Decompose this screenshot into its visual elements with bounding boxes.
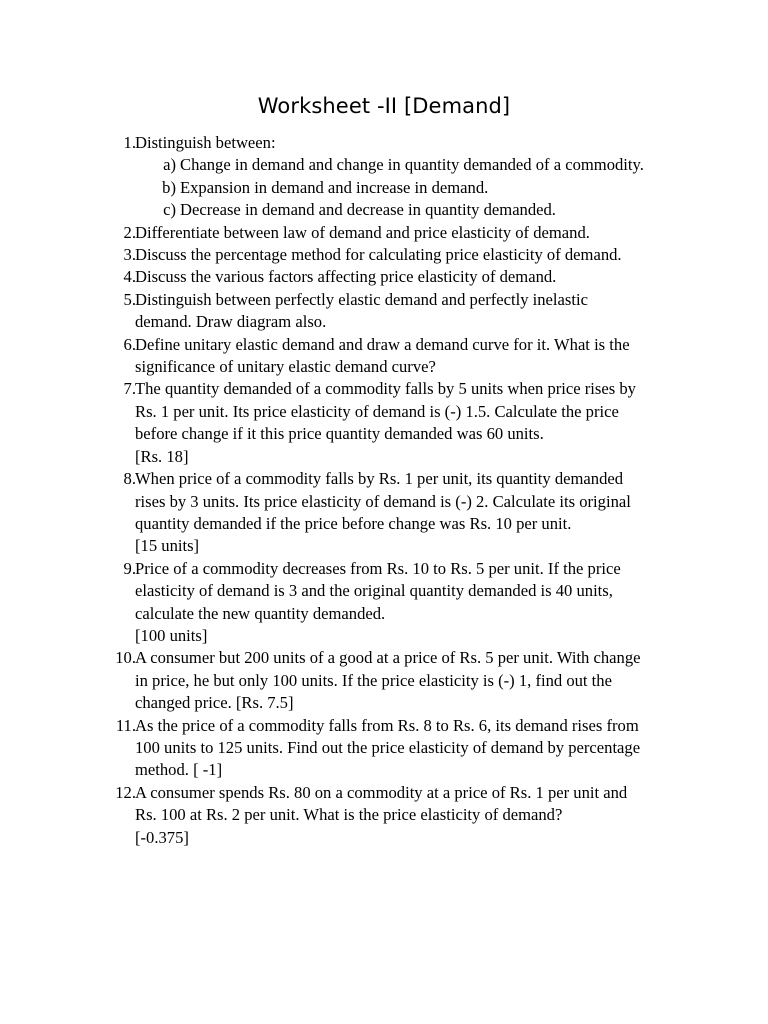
question-text-line: Rs. 100 at Rs. 2 per unit. What is the price elasticity of demand? <box>135 805 563 825</box>
question-text-line: Differentiate between law of demand and price elasticity of demand. <box>135 222 590 242</box>
sub-question-letter: c) <box>163 200 176 220</box>
sub-question-letter: a) <box>163 155 176 175</box>
question-item <box>100 715 700 782</box>
question-number: 9. <box>123 558 136 578</box>
question-number: 2. <box>123 222 136 242</box>
answer-key: [100 units] <box>135 625 208 645</box>
question-text-line: Price of a commodity decreases from Rs. 10 to Rs. 5 per unit. If the price <box>135 558 621 578</box>
question-item <box>100 647 700 714</box>
page-title: Worksheet -II [Demand] <box>257 94 511 118</box>
question-item <box>100 266 700 288</box>
question-text-line: Rs. 1 per unit. Its price elasticity of demand is (-) 1.5. Calculate the price <box>135 401 619 421</box>
question-item <box>100 378 700 468</box>
question-text-line: Discuss the percentage method for calculating price elasticity of demand. <box>135 245 622 265</box>
question-text-line: changed price. [Rs. 7.5] <box>135 693 294 713</box>
question-item <box>100 782 700 849</box>
question-text-line: demand. Draw diagram also. <box>135 312 327 332</box>
question-text-line: Discuss the various factors affecting price elasticity of demand. <box>135 267 557 287</box>
question-number: 6. <box>123 334 136 354</box>
question-text-line: calculate the new quantity demanded. <box>135 603 386 623</box>
question-item <box>100 132 700 154</box>
question-number: 11. <box>115 715 136 735</box>
question-number: 5. <box>123 289 136 309</box>
question-text-line: elasticity of demand is 3 and the original quantity demanded is 40 units, <box>135 581 613 601</box>
sub-question-item <box>100 154 700 176</box>
question-number: 10. <box>115 648 136 668</box>
answer-key: [Rs. 18] <box>135 446 189 466</box>
question-number: 1. <box>123 133 136 152</box>
sub-question-item <box>100 199 700 221</box>
question-text-line: rises by 3 units. Its price elasticity of demand is (-) 2. Calculate its original <box>135 491 631 511</box>
question-number: 12. <box>115 782 136 802</box>
answer-key: [-0.375] <box>135 827 189 847</box>
question-text-line: method. [ -1] <box>135 760 223 780</box>
question-text-line: 100 units to 125 units. Find out the price elasticity of demand by percentage <box>135 737 641 757</box>
question-item <box>100 334 700 379</box>
question-number: 7. <box>123 379 136 399</box>
question-item <box>100 468 700 558</box>
question-text-line: significance of unitary elastic demand curve? <box>135 357 436 377</box>
sub-question-text: Expansion in demand and increase in demand. <box>180 177 489 197</box>
question-text-line: A consumer spends Rs. 80 on a commodity at a price of Rs. 1 per unit and <box>135 782 628 802</box>
question-text-line: Distinguish between perfectly elastic demand and perfectly inelastic <box>135 289 588 309</box>
question-number: 8. <box>123 469 136 489</box>
question-text-line: before change if it this price quantity demanded was 60 units. <box>135 424 544 444</box>
answer-key: [15 units] <box>135 536 200 556</box>
question-text-line: in price, he but only 100 units. If the price elasticity is (-) 1, find out the <box>135 670 612 690</box>
question-text-line: When price of a commodity falls by Rs. 1 per unit, its quantity demanded <box>135 469 624 489</box>
sub-question-item <box>100 177 700 199</box>
question-text-line: A consumer but 200 units of a good at a price of Rs. 5 per unit. With change <box>135 648 641 668</box>
question-text-line: Distinguish between: <box>135 133 276 152</box>
question-list <box>100 132 700 849</box>
question-text-line: As the price of a commodity falls from Rs. 8 to Rs. 6, its demand rises from <box>135 715 639 735</box>
question-number: 3. <box>123 245 136 265</box>
sub-question-text: Decrease in demand and decrease in quantity demanded. <box>180 200 556 220</box>
sub-question-text: Change in demand and change in quantity demanded of a commodity. <box>180 155 644 175</box>
question-text-line: quantity demanded if the price before change was Rs. 10 per unit. <box>135 513 572 533</box>
question-item <box>100 244 700 266</box>
sub-question-letter: b) <box>162 177 176 197</box>
question-item <box>100 558 700 648</box>
question-number: 4. <box>123 267 136 287</box>
question-text-line: The quantity demanded of a commodity falls by 5 units when price rises by <box>135 379 636 399</box>
question-text-line: Define unitary elastic demand and draw a demand curve for it. What is the <box>135 334 630 354</box>
question-item <box>100 222 700 244</box>
question-item <box>100 289 700 334</box>
